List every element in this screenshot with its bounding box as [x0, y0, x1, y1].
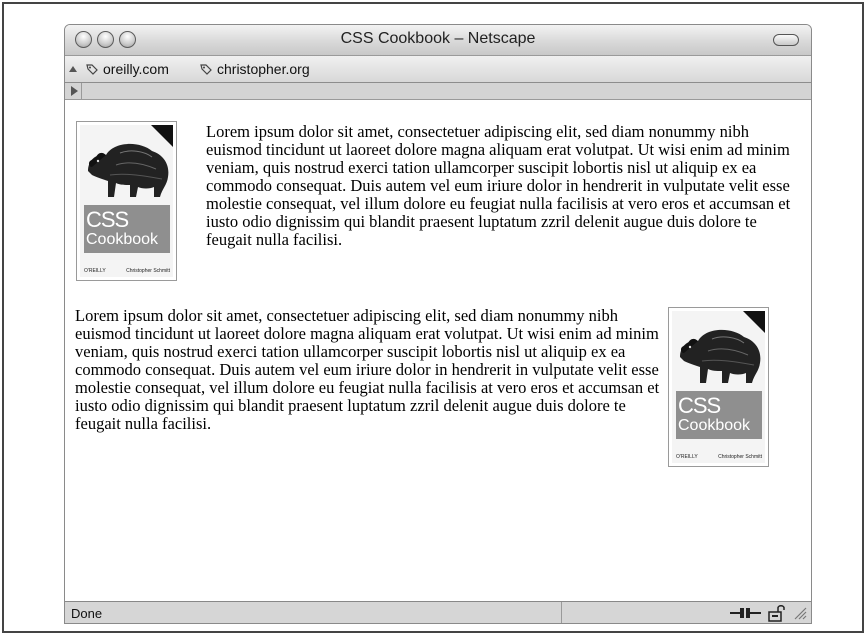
- book-cover-image: [76, 121, 177, 281]
- cover-title-css: CSS: [86, 207, 129, 232]
- status-text: Done: [71, 606, 103, 621]
- bookmark-icon: [199, 62, 213, 76]
- cover-title-cookbook: Cookbook: [678, 417, 751, 434]
- cover-footer: [84, 268, 170, 274]
- window-title: CSS Cookbook – Netscape: [340, 30, 536, 47]
- status-icons: [729, 604, 807, 622]
- book-cover: [80, 125, 173, 277]
- tab-divider: [81, 83, 82, 99]
- bookmark-icon: [85, 62, 99, 76]
- cover-publisher: O'REILLY: [676, 454, 698, 460]
- cover-publisher: O'REILLY: [84, 268, 106, 274]
- paragraph-2: Lorem ipsum dolor sit amet, consectetuer adipiscing elit, sed diam nonummy nibh euismod tincidunt ut laoreet dolore magna aliquam erat volutpat. Ut wisi enim ad minim veniam, quis nostrud exerci tation ullamcorper suscipit lobortis nisl ut aliquip ex ea commodo consequat. Duis autem vel eum iriure dolor in hendrerit in vulputate velit esse molestie consequat, vel illum dolore eu feugiat nulla facilisis at vero eros et accumsan et iusto odio dignissim qui blandit praesent luptatum zzril delenit augue duis dolore te feugait nulla facilisi.: [75, 306, 660, 433]
- cover-footer: [676, 454, 762, 460]
- expand-tabs-icon[interactable]: [71, 86, 78, 96]
- book-cover-image: [668, 307, 769, 467]
- cover-author: Christopher Schmitt: [126, 268, 170, 274]
- browser-window: [64, 24, 812, 624]
- online-connection-icon[interactable]: [729, 605, 763, 621]
- bookmark-label: christopher.org: [217, 61, 310, 77]
- bookmarks-toolbar: [65, 56, 811, 83]
- bookmarks-collapse-icon[interactable]: [69, 66, 77, 72]
- resize-grip-icon[interactable]: [793, 606, 807, 620]
- cover-title-cookbook: Cookbook: [86, 231, 159, 248]
- status-divider: [561, 602, 562, 624]
- screenshot-frame: [2, 2, 864, 633]
- bear-illustration: [672, 317, 765, 389]
- cover-title-band: [676, 391, 762, 439]
- bookmark-label: oreilly.com: [103, 61, 169, 77]
- cover-title-band: [84, 205, 170, 253]
- cover-author: Christopher Schmitt: [718, 454, 762, 460]
- book-cover: [672, 311, 765, 463]
- toolbar-toggle-button[interactable]: [773, 34, 799, 46]
- title-bar[interactable]: [65, 25, 811, 56]
- bear-illustration: [80, 131, 173, 203]
- security-lock-icon[interactable]: [767, 604, 789, 622]
- page-content: [65, 100, 811, 600]
- tab-strip: [65, 83, 811, 100]
- bookmark-oreilly[interactable]: [85, 61, 169, 77]
- bookmark-christopher[interactable]: [199, 61, 310, 77]
- status-bar: [65, 601, 811, 624]
- cover-title-css: CSS: [678, 393, 721, 418]
- paragraph-1: Lorem ipsum dolor sit amet, consectetuer adipiscing elit, sed diam nonummy nibh euismod tincidunt ut laoreet dolore magna aliquam erat volutpat. Ut wisi enim ad minim veniam, quis nostrud exerci tation ullamcorper suscipit lobortis nisl ut aliquip ex ea commodo consequat. Duis autem vel eum iriure dolor in hendrerit in vulputate velit esse molestie consequat, vel illum dolore eu feugiat nulla facilisis at vero eros et accumsan et iusto odio dignissim qui blandit praesent luptatum zzril delenit augue duis dolore te feugait nulla facilisi.: [206, 122, 791, 249]
